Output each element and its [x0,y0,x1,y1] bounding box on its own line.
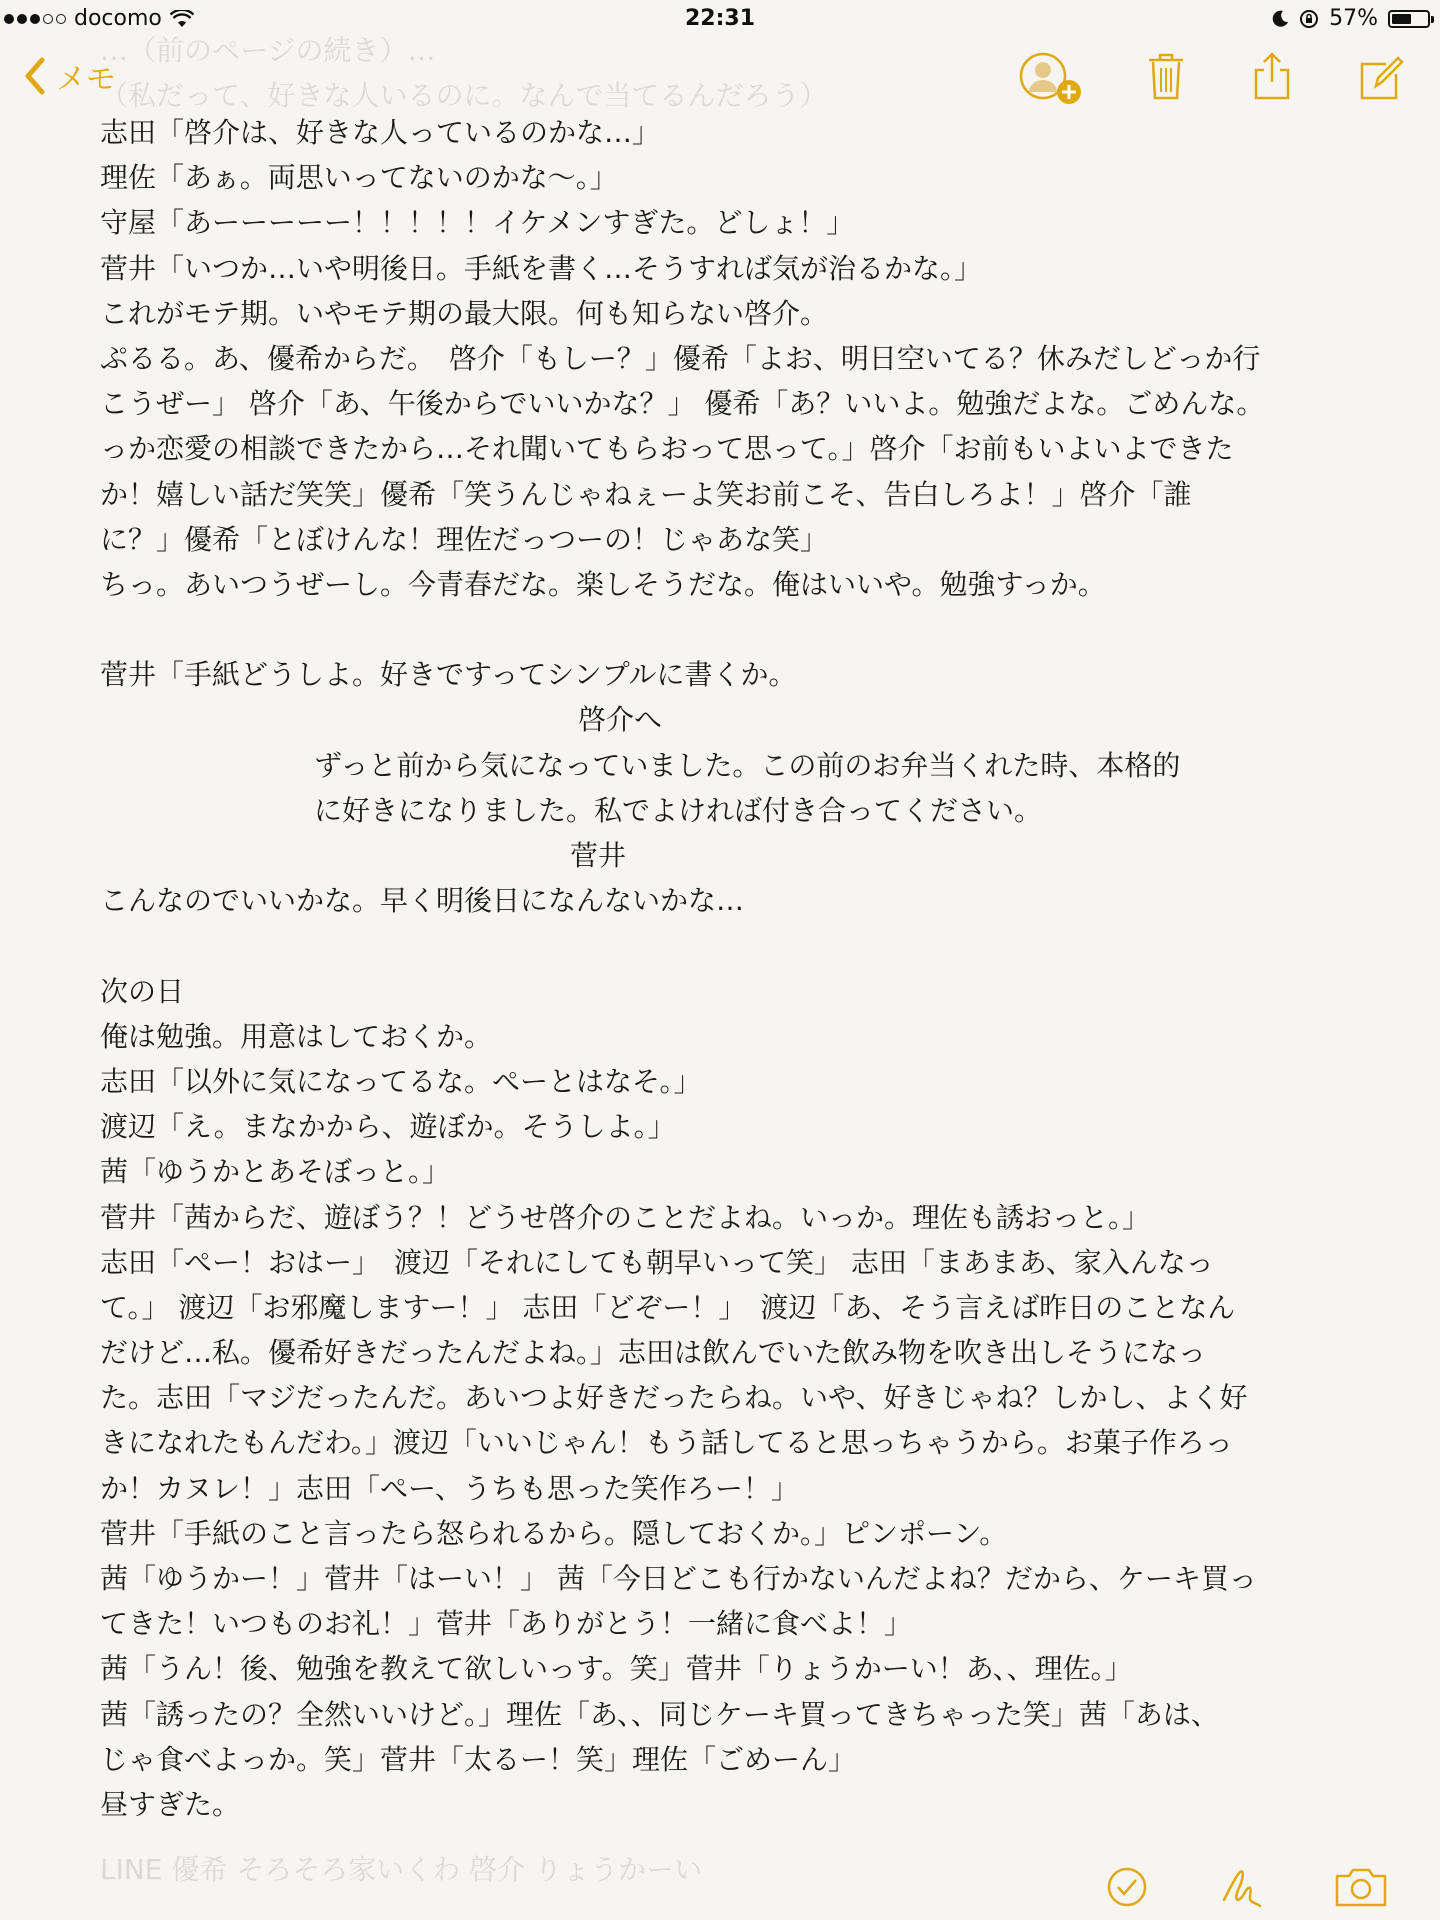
note-line: 茜「ゆうかー！」菅井「はーい！」 茜「今日どこも行かないんだよね？だから、ケーキ買っ [100,1562,1257,1595]
note-line: じゃ食べよっか。笑」菅井「太るー！笑」理佐「ごめーん」 [100,1742,857,1776]
moon-icon [1271,10,1289,28]
scrolled-text-top: …（前のページの続き）… （私だって、好きな人いるのに。なんで当てるんだろう） [100,34,828,112]
note-line: 渡辺「え。まなかから、遊ぼか。そうしよ。」 [100,1110,676,1144]
note-line: 昼すぎた。 [100,1787,241,1821]
clock: 22:31 [684,6,756,31]
note-line: に？」優希「とぼけんな！理佐だっつーの！じゃあな笑」 [100,522,829,556]
note-line: 志田「ぺー！おはー」 渡辺「それにしても朝早いって笑」 志田「まあまあ、家入んなっ [100,1245,1214,1279]
note-line: きになれたもんだわ。」渡辺「いいじゃん！もう話してると思っちゃうから。お菓子作ろっ [100,1426,1233,1460]
note-line: ちっ。あいつうぜーし。今青春だな。楽しそうだな。俺はいいや。勉強すっか。 [100,567,1106,601]
scrolled-text-bottom: LINE 優希 そろそろ家いくわ 啓介 りょうかーい [100,1853,703,1886]
note-line: てきた！いつものお礼！」菅井「ありがとう！一緒に食べよ！」 [100,1607,913,1641]
note-line: 菅井「いつか…いや明後日。手紙を書く…そうすれば気が治るかな。」 [100,251,983,285]
add-people-button[interactable] [1016,50,1086,112]
share-button[interactable] [1252,50,1292,106]
note-line: 菅井「手紙のこと言ったら怒られるから。隠しておくか。」ピンポーン。 [100,1516,1008,1550]
note-line: 志田「啓介は、好きな人っているのかな…」 [100,116,661,149]
checklist-icon [1106,1866,1148,1908]
note-line: 俺は勉強。用意はしておくか。 [100,1019,493,1053]
note-line: 守屋「あーーーーー！！！！！イケメンすぎた。どしょ！」 [100,206,855,240]
note-line: 菅井「手紙どうしよ。好きですってシンプルに書くか。 [100,658,797,692]
note-line: こんなのでいいかな。早く明後日になんないかな… [100,884,745,918]
sketch-icon [1220,1866,1264,1912]
note-line [100,923,1350,968]
note-line: ぷるる。あ、優希からだ。 啓介「もしー？」優希「よお、明日空いてる？休みだしどっか行 [100,341,1261,375]
note-line: こうぜー」 啓介「あ、午後からでいいかな？」 優希「あ？いいよ。勉強だよな。ごめんな。 [100,387,1265,421]
note-line: 菅井 [570,839,627,872]
note-line: に好きになりました。私でよければ付き合ってください。 [314,793,1043,827]
back-label: メモ [56,62,116,97]
battery-icon [1388,10,1430,28]
compose-button[interactable] [1358,50,1404,106]
note-line: っか恋愛の相談できたから…それ聞いてもらおって思って。」啓介「お前もいよいよできた [100,432,1234,466]
note-line: か！カヌレ！」志田「ぺー、うちも思った笑作ろー！」 [100,1471,799,1505]
note-body[interactable] [100,110,1350,1827]
nav-bar [0,44,1440,114]
note-line: 茜「うん！後、勉強を教えて欲しいっす。笑」菅井「りょうかーい！あ、、理佐。」 [100,1652,1133,1686]
note-line [100,607,1350,652]
note-line: 志田「以外に気になってるな。ぺーとはなそ。」 [100,1064,702,1098]
carrier-label: docomo [74,6,162,31]
note-line: て。」 渡辺「お邪魔しますー！」 志田「どぞー！」 渡辺「あ、そう言えば昨日のことなん [100,1290,1236,1324]
battery-percent: 57% [1329,6,1378,31]
back-button[interactable] [24,54,116,98]
sketch-button[interactable] [1220,1866,1264,1916]
note-line: 茜「誘ったの？全然いいけど。」理佐「あ、、同じケーキ買ってきちゃった笑」茜「あは、 [100,1697,1219,1731]
add-people-icon [1016,50,1086,108]
trash-icon [1146,50,1186,102]
note-line: ずっと前から気になっていました。この前のお弁当くれた時、本格的 [314,748,1181,782]
note-line: た。志田「マジだったんだ。あいつよ好きだったらね。いや、好きじゃね？しかし、よく好 [100,1381,1248,1415]
chevron-left-icon [24,57,46,95]
note-line: 理佐「あぁ。両思いってないのかな〜。」 [100,161,618,195]
rotation-lock-icon [1299,9,1319,29]
note-line: これがモテ期。いやモテ期の最大限。何も知らない啓介。 [100,296,829,330]
camera-button[interactable] [1334,1866,1388,1912]
note-line: か！嬉しい話だ笑笑」優希「笑うんじゃねぇーよ笑お前こそ、告白しろよ！」啓介「誰 [100,477,1192,511]
bottom-toolbar [0,1866,1440,1920]
note-line: 次の日 [100,974,185,1008]
note-line: 茜「ゆうかとあそぼっと。」 [100,1155,451,1189]
note-line: 啓介へ [578,703,663,737]
share-icon [1252,50,1292,102]
note-line: だけど…私。優希好きだったんだよね。」志田は飲んでいた飲み物を吹き出しそうになっ [100,1336,1207,1370]
delete-button[interactable] [1146,50,1186,106]
note-line: 菅井「茜からだ、遊ぼう？！どうせ啓介のことだよね。いっか。理佐も誘おっと。」 [100,1200,1151,1234]
status-right [1271,6,1430,31]
compose-icon [1358,50,1404,102]
camera-icon [1334,1866,1388,1908]
checklist-button[interactable] [1106,1866,1148,1912]
